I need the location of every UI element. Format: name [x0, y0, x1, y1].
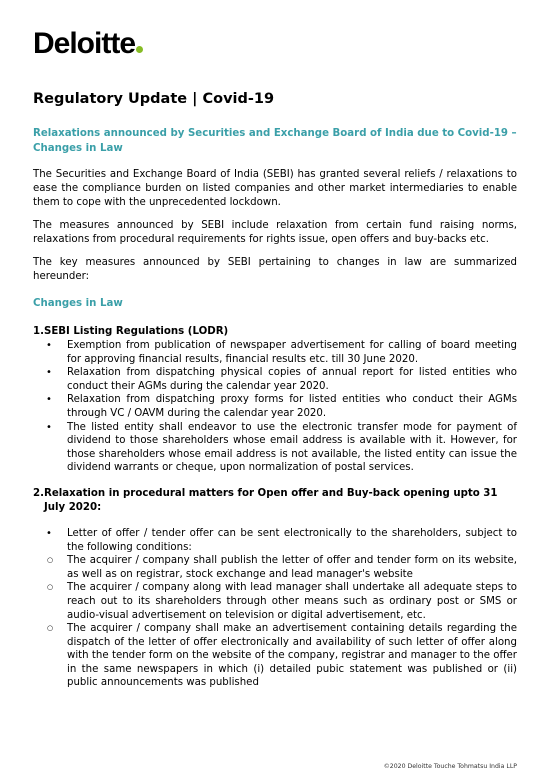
measures-paragraph: The measures announced by SEBI include relaxation from certain fund raising norms, relaxations from procedural requirements for rights issue, open offers and buy-backs etc. — [33, 220, 517, 245]
sub-bullet-list — [33, 554, 517, 690]
section-title-text: SEBI Listing Regulations (LODR) — [44, 326, 229, 337]
section-heading: Changes in Law — [33, 298, 123, 309]
document-subtitle: Relaxations announced by Securities and Exchange Board of India due to Covid-19 – Changes in Law — [33, 128, 517, 154]
document-body — [33, 90, 517, 690]
bullet-list — [33, 527, 517, 690]
section-number: 1. — [33, 326, 44, 337]
section-lodr — [33, 325, 517, 475]
logo-dot-icon — [136, 46, 143, 53]
logo-text: Deloitte — [33, 27, 136, 60]
list-item-text: Letter of offer / tender offer can be sent electronically to the shareholders, subject to the following conditions: — [67, 527, 517, 553]
section-title-text: Relaxation in procedural matters for Open offer and Buy-back opening upto 31 July 2020: — [44, 487, 498, 513]
copyright-footer: ©2020 Deloitte Touche Tohmatsu India LLP — [383, 763, 517, 770]
list-item: • Exemption from publication of newspaper advertisement for calling of board meeting for approving financial results, financial results etc. till 30 June 2020. — [33, 339, 517, 366]
list-item — [33, 527, 517, 690]
deloitte-logo — [33, 29, 143, 59]
intro-paragraph: The Securities and Exchange Board of India (SEBI) has granted several reliefs / relaxations to ease the compliance burden on listed companies and other market intermediaries to enable them to cope with the unprecedented lockdown. — [33, 169, 517, 208]
section-title — [33, 487, 517, 515]
page-title: Regulatory Update | Covid-19 — [33, 91, 275, 107]
list-item: • Relaxation from dispatching proxy forms for listed entities who conduct their AGMs through VC / OAVM during the calendar year 2020. — [33, 393, 517, 420]
sub-list-item: ○ The acquirer / company shall publish the letter of offer and tender form on its website, as well as on registrar, stock exchange and lead manager's website — [33, 554, 517, 581]
section-number: 2. — [33, 487, 44, 499]
section-title — [33, 325, 517, 339]
sub-list-item: ○ The acquirer / company shall make an advertisement containing details regarding the dispatch of the letter of offer electronically and availability of such letter of offer along with the tender form on the website of the company, registrar and manager to the offer in the same newspapers in which (i) detailed pubic statement was published or (ii) public announcements was published — [33, 622, 517, 690]
summary-paragraph: The key measures announced by SEBI pertaining to changes in law are summarized hereunder: — [33, 257, 517, 282]
list-item: • Relaxation from dispatching physical copies of annual report for listed entities who conduct their AGMs during the calendar year 2020. — [33, 366, 517, 393]
bullet-list — [33, 339, 517, 475]
sub-list-item: ○ The acquirer / company along with lead manager shall undertake all adequate steps to reach out to its shareholders through other means such as ordinary post or SMS or audio-visual advertisement on television or digital advertisement, etc. — [33, 581, 517, 622]
list-item: • The listed entity shall endeavor to use the electronic transfer mode for payment of dividend to those shareholders whose email address is available with it. However, for those shareholders whose email address is not available, the listed entity can issue the dividend warrants or cheque, upon normalization of postal services. — [33, 421, 517, 475]
section-open-offer — [33, 487, 517, 690]
